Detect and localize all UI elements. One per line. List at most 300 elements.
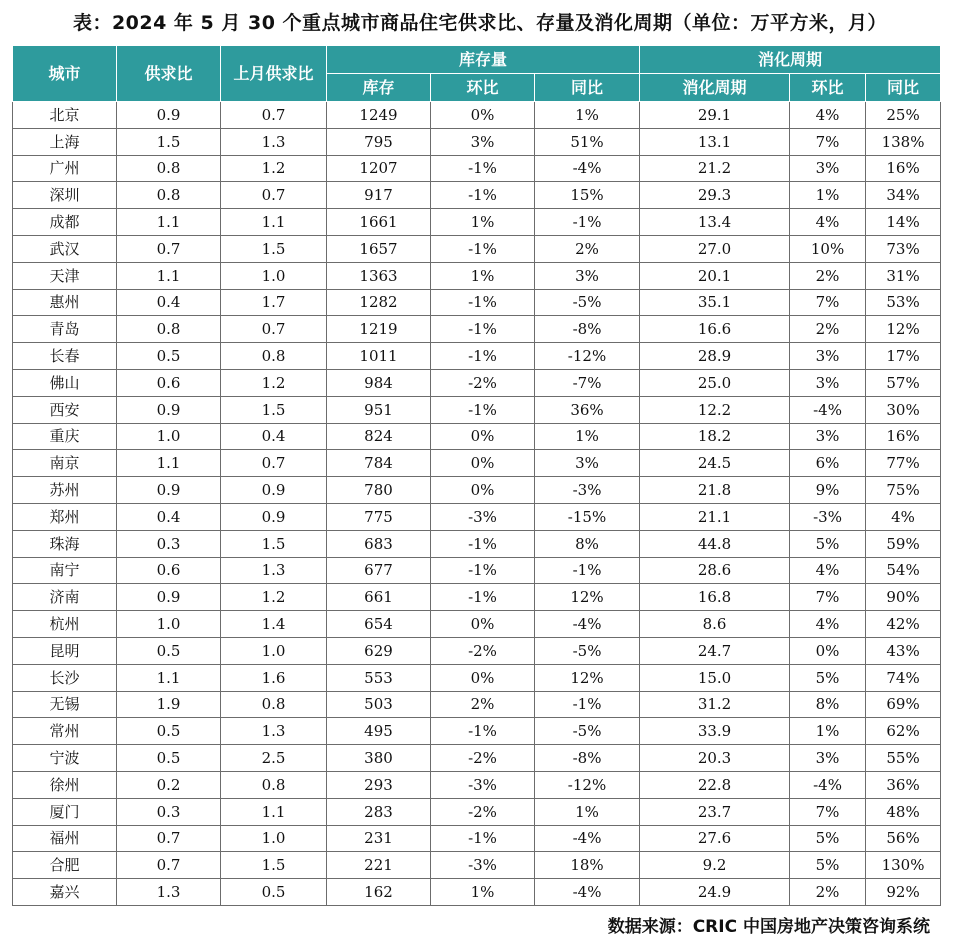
table-row bbox=[13, 128, 941, 155]
cell-cycle-yoy: 69% bbox=[866, 691, 941, 718]
cell-inventory-mom: -3% bbox=[431, 852, 535, 879]
cell-city: 重庆 bbox=[13, 423, 117, 450]
cell-supply-ratio: 1.5 bbox=[117, 128, 221, 155]
header-inventory-group: 库存量 bbox=[327, 46, 640, 74]
cell-supply-ratio: 0.5 bbox=[117, 343, 221, 370]
cell-inventory-mom: 0% bbox=[431, 477, 535, 504]
cell-cycle-mom: 7% bbox=[790, 289, 866, 316]
cell-cycle: 25.0 bbox=[640, 369, 790, 396]
cell-cycle-yoy: 59% bbox=[866, 530, 941, 557]
cell-inventory-mom: -1% bbox=[431, 825, 535, 852]
cell-cycle-yoy: 14% bbox=[866, 209, 941, 236]
cell-city: 武汉 bbox=[13, 235, 117, 262]
header-city: 城市 bbox=[13, 46, 117, 102]
table-row bbox=[13, 745, 941, 772]
cell-prev-supply-ratio: 2.5 bbox=[221, 745, 327, 772]
cell-cycle-yoy: 31% bbox=[866, 262, 941, 289]
cell-inventory: 629 bbox=[327, 637, 431, 664]
table-row bbox=[13, 718, 941, 745]
cell-city: 长沙 bbox=[13, 664, 117, 691]
cell-inventory-yoy: -4% bbox=[535, 155, 640, 182]
cell-city: 厦门 bbox=[13, 798, 117, 825]
table-row bbox=[13, 691, 941, 718]
cell-cycle: 21.8 bbox=[640, 477, 790, 504]
cell-cycle-yoy: 16% bbox=[866, 155, 941, 182]
cell-cycle-mom: 5% bbox=[790, 852, 866, 879]
cell-inventory-yoy: 3% bbox=[535, 450, 640, 477]
cell-cycle: 27.6 bbox=[640, 825, 790, 852]
cell-cycle-yoy: 34% bbox=[866, 182, 941, 209]
cell-cycle-yoy: 90% bbox=[866, 584, 941, 611]
cell-cycle: 21.2 bbox=[640, 155, 790, 182]
cell-inventory-mom: -2% bbox=[431, 745, 535, 772]
cell-inventory: 1249 bbox=[327, 102, 431, 129]
cell-prev-supply-ratio: 1.2 bbox=[221, 369, 327, 396]
cell-cycle-mom: -4% bbox=[790, 396, 866, 423]
table-row bbox=[13, 209, 941, 236]
cell-cycle: 13.4 bbox=[640, 209, 790, 236]
cell-cycle-mom: 8% bbox=[790, 691, 866, 718]
cell-inventory-yoy: 12% bbox=[535, 584, 640, 611]
source-note: 数据来源：CRIC 中国房地产决策咨询系统 bbox=[607, 917, 930, 937]
cell-city: 昆明 bbox=[13, 637, 117, 664]
cell-inventory: 677 bbox=[327, 557, 431, 584]
cell-inventory-mom: -1% bbox=[431, 182, 535, 209]
cell-inventory-mom: -1% bbox=[431, 316, 535, 343]
cell-supply-ratio: 0.2 bbox=[117, 771, 221, 798]
cell-inventory-yoy: 51% bbox=[535, 128, 640, 155]
cell-cycle: 24.9 bbox=[640, 879, 790, 906]
cell-cycle-mom: 5% bbox=[790, 664, 866, 691]
cell-inventory: 503 bbox=[327, 691, 431, 718]
cell-supply-ratio: 0.6 bbox=[117, 557, 221, 584]
cell-inventory: 824 bbox=[327, 423, 431, 450]
cell-prev-supply-ratio: 1.3 bbox=[221, 718, 327, 745]
cell-city: 长春 bbox=[13, 343, 117, 370]
table-row bbox=[13, 396, 941, 423]
cell-prev-supply-ratio: 0.7 bbox=[221, 182, 327, 209]
cell-city: 郑州 bbox=[13, 503, 117, 530]
cell-cycle-yoy: 77% bbox=[866, 450, 941, 477]
cell-cycle-mom: 7% bbox=[790, 128, 866, 155]
cell-inventory-yoy: -7% bbox=[535, 369, 640, 396]
cell-cycle-yoy: 138% bbox=[866, 128, 941, 155]
table-row bbox=[13, 664, 941, 691]
cell-inventory-yoy: -5% bbox=[535, 718, 640, 745]
cell-prev-supply-ratio: 0.7 bbox=[221, 450, 327, 477]
cell-inventory: 917 bbox=[327, 182, 431, 209]
cell-supply-ratio: 0.9 bbox=[117, 584, 221, 611]
cell-cycle-mom: 2% bbox=[790, 879, 866, 906]
table-row bbox=[13, 235, 941, 262]
cell-cycle: 31.2 bbox=[640, 691, 790, 718]
cell-supply-ratio: 1.0 bbox=[117, 423, 221, 450]
cell-city: 常州 bbox=[13, 718, 117, 745]
cell-inventory: 1207 bbox=[327, 155, 431, 182]
cell-cycle-yoy: 74% bbox=[866, 664, 941, 691]
table-row bbox=[13, 450, 941, 477]
cell-cycle-mom: 1% bbox=[790, 182, 866, 209]
cell-supply-ratio: 0.7 bbox=[117, 852, 221, 879]
cell-inventory-yoy: 1% bbox=[535, 423, 640, 450]
cell-prev-supply-ratio: 1.1 bbox=[221, 798, 327, 825]
cell-city: 济南 bbox=[13, 584, 117, 611]
cell-inventory: 495 bbox=[327, 718, 431, 745]
table-row bbox=[13, 102, 941, 129]
cell-inventory-yoy: -8% bbox=[535, 316, 640, 343]
cell-cycle-yoy: 62% bbox=[866, 718, 941, 745]
cell-city: 宁波 bbox=[13, 745, 117, 772]
cell-inventory-yoy: -15% bbox=[535, 503, 640, 530]
cell-inventory-yoy: -1% bbox=[535, 557, 640, 584]
cell-prev-supply-ratio: 1.3 bbox=[221, 128, 327, 155]
cell-cycle-mom: 3% bbox=[790, 343, 866, 370]
cell-cycle: 20.3 bbox=[640, 745, 790, 772]
cell-supply-ratio: 1.1 bbox=[117, 209, 221, 236]
cell-supply-ratio: 1.1 bbox=[117, 262, 221, 289]
cell-city: 南宁 bbox=[13, 557, 117, 584]
header-cycle: 消化周期 bbox=[640, 74, 790, 102]
cell-inventory-mom: -1% bbox=[431, 557, 535, 584]
cell-inventory-yoy: 2% bbox=[535, 235, 640, 262]
table-row bbox=[13, 316, 941, 343]
cell-inventory-yoy: 1% bbox=[535, 102, 640, 129]
cell-supply-ratio: 1.1 bbox=[117, 450, 221, 477]
cell-inventory-yoy: -1% bbox=[535, 209, 640, 236]
cell-supply-ratio: 0.9 bbox=[117, 396, 221, 423]
cell-inventory: 1363 bbox=[327, 262, 431, 289]
cell-prev-supply-ratio: 0.7 bbox=[221, 316, 327, 343]
cell-supply-ratio: 0.8 bbox=[117, 155, 221, 182]
cell-prev-supply-ratio: 0.7 bbox=[221, 102, 327, 129]
table-row bbox=[13, 798, 941, 825]
cell-cycle-yoy: 92% bbox=[866, 879, 941, 906]
cell-city: 上海 bbox=[13, 128, 117, 155]
cell-supply-ratio: 0.3 bbox=[117, 798, 221, 825]
cell-inventory: 231 bbox=[327, 825, 431, 852]
table-row bbox=[13, 155, 941, 182]
cell-city: 嘉兴 bbox=[13, 879, 117, 906]
cell-inventory-yoy: -8% bbox=[535, 745, 640, 772]
cell-inventory-yoy: -5% bbox=[535, 637, 640, 664]
cell-inventory: 795 bbox=[327, 128, 431, 155]
cell-inventory: 1657 bbox=[327, 235, 431, 262]
cell-inventory-mom: -1% bbox=[431, 530, 535, 557]
cell-inventory-mom: -2% bbox=[431, 637, 535, 664]
cell-inventory: 293 bbox=[327, 771, 431, 798]
cell-cycle-yoy: 30% bbox=[866, 396, 941, 423]
cell-cycle-yoy: 75% bbox=[866, 477, 941, 504]
header-inventory-mom: 环比 bbox=[431, 74, 535, 102]
cell-inventory: 553 bbox=[327, 664, 431, 691]
cell-prev-supply-ratio: 1.5 bbox=[221, 852, 327, 879]
cell-inventory-mom: -1% bbox=[431, 343, 535, 370]
cell-cycle-yoy: 4% bbox=[866, 503, 941, 530]
cell-cycle-mom: 5% bbox=[790, 825, 866, 852]
cell-city: 北京 bbox=[13, 102, 117, 129]
cell-cycle-mom: 4% bbox=[790, 557, 866, 584]
cell-supply-ratio: 0.7 bbox=[117, 825, 221, 852]
header-prev-supply-ratio: 上月供求比 bbox=[221, 46, 327, 102]
cell-prev-supply-ratio: 0.9 bbox=[221, 477, 327, 504]
cell-prev-supply-ratio: 1.5 bbox=[221, 530, 327, 557]
cell-prev-supply-ratio: 0.4 bbox=[221, 423, 327, 450]
cell-cycle-mom: 3% bbox=[790, 423, 866, 450]
cell-cycle-mom: 7% bbox=[790, 584, 866, 611]
cell-inventory: 661 bbox=[327, 584, 431, 611]
cell-supply-ratio: 0.4 bbox=[117, 289, 221, 316]
cell-cycle: 28.9 bbox=[640, 343, 790, 370]
cell-cycle-yoy: 56% bbox=[866, 825, 941, 852]
cell-inventory: 780 bbox=[327, 477, 431, 504]
cell-city: 杭州 bbox=[13, 611, 117, 638]
cell-cycle-yoy: 43% bbox=[866, 637, 941, 664]
cell-inventory-mom: 0% bbox=[431, 611, 535, 638]
cell-prev-supply-ratio: 1.0 bbox=[221, 637, 327, 664]
cell-prev-supply-ratio: 0.9 bbox=[221, 503, 327, 530]
cell-inventory: 283 bbox=[327, 798, 431, 825]
table-body bbox=[13, 102, 941, 906]
cell-prev-supply-ratio: 1.5 bbox=[221, 235, 327, 262]
header-inventory-yoy: 同比 bbox=[535, 74, 640, 102]
cell-cycle-mom: 3% bbox=[790, 369, 866, 396]
cell-cycle-yoy: 130% bbox=[866, 852, 941, 879]
cell-inventory-mom: -3% bbox=[431, 503, 535, 530]
cell-prev-supply-ratio: 0.5 bbox=[221, 879, 327, 906]
cell-inventory-yoy: 15% bbox=[535, 182, 640, 209]
cell-cycle: 27.0 bbox=[640, 235, 790, 262]
cell-inventory-mom: -1% bbox=[431, 235, 535, 262]
cell-supply-ratio: 1.1 bbox=[117, 664, 221, 691]
cell-inventory: 775 bbox=[327, 503, 431, 530]
table-row bbox=[13, 343, 941, 370]
cell-cycle-mom: 1% bbox=[790, 718, 866, 745]
cell-inventory: 984 bbox=[327, 369, 431, 396]
cell-inventory-mom: -1% bbox=[431, 289, 535, 316]
cell-inventory: 683 bbox=[327, 530, 431, 557]
cell-supply-ratio: 1.3 bbox=[117, 879, 221, 906]
cell-cycle-mom: 2% bbox=[790, 316, 866, 343]
cell-cycle-yoy: 16% bbox=[866, 423, 941, 450]
cell-cycle: 16.6 bbox=[640, 316, 790, 343]
cell-supply-ratio: 0.8 bbox=[117, 316, 221, 343]
cell-inventory-mom: -2% bbox=[431, 798, 535, 825]
cell-inventory-yoy: 18% bbox=[535, 852, 640, 879]
cell-cycle-mom: 7% bbox=[790, 798, 866, 825]
cell-prev-supply-ratio: 1.4 bbox=[221, 611, 327, 638]
cell-inventory-yoy: -1% bbox=[535, 691, 640, 718]
cell-inventory-yoy: -12% bbox=[535, 771, 640, 798]
cell-inventory-yoy: -4% bbox=[535, 611, 640, 638]
cell-inventory-yoy: 1% bbox=[535, 798, 640, 825]
cell-supply-ratio: 1.9 bbox=[117, 691, 221, 718]
cell-cycle: 44.8 bbox=[640, 530, 790, 557]
cell-cycle-yoy: 55% bbox=[866, 745, 941, 772]
cell-cycle: 12.2 bbox=[640, 396, 790, 423]
cell-supply-ratio: 0.9 bbox=[117, 477, 221, 504]
cell-cycle-mom: 5% bbox=[790, 530, 866, 557]
cell-inventory-mom: -1% bbox=[431, 718, 535, 745]
cell-prev-supply-ratio: 1.7 bbox=[221, 289, 327, 316]
cell-supply-ratio: 0.4 bbox=[117, 503, 221, 530]
cell-cycle: 29.1 bbox=[640, 102, 790, 129]
header-cycle-yoy: 同比 bbox=[866, 74, 941, 102]
cell-cycle: 24.7 bbox=[640, 637, 790, 664]
cell-cycle-yoy: 17% bbox=[866, 343, 941, 370]
cell-cycle-mom: 4% bbox=[790, 611, 866, 638]
table-row bbox=[13, 503, 941, 530]
table-row bbox=[13, 530, 941, 557]
cell-inventory-mom: 0% bbox=[431, 102, 535, 129]
cell-cycle: 33.9 bbox=[640, 718, 790, 745]
cell-inventory: 1661 bbox=[327, 209, 431, 236]
cell-cycle-mom: 9% bbox=[790, 477, 866, 504]
cell-city: 徐州 bbox=[13, 771, 117, 798]
table-row bbox=[13, 477, 941, 504]
cell-inventory: 951 bbox=[327, 396, 431, 423]
cell-supply-ratio: 0.8 bbox=[117, 182, 221, 209]
cell-inventory-mom: 1% bbox=[431, 262, 535, 289]
cell-inventory: 784 bbox=[327, 450, 431, 477]
cell-cycle: 20.1 bbox=[640, 262, 790, 289]
cell-inventory-yoy: 36% bbox=[535, 396, 640, 423]
cell-cycle-mom: 3% bbox=[790, 745, 866, 772]
cell-cycle: 18.2 bbox=[640, 423, 790, 450]
cell-cycle: 13.1 bbox=[640, 128, 790, 155]
cell-prev-supply-ratio: 1.6 bbox=[221, 664, 327, 691]
cell-city: 珠海 bbox=[13, 530, 117, 557]
table-row bbox=[13, 289, 941, 316]
cell-inventory: 1282 bbox=[327, 289, 431, 316]
cell-supply-ratio: 0.5 bbox=[117, 745, 221, 772]
cell-cycle-mom: -4% bbox=[790, 771, 866, 798]
cell-inventory: 654 bbox=[327, 611, 431, 638]
cell-prev-supply-ratio: 1.2 bbox=[221, 155, 327, 182]
cell-inventory-mom: 2% bbox=[431, 691, 535, 718]
data-table bbox=[12, 45, 941, 906]
cell-city: 天津 bbox=[13, 262, 117, 289]
cell-city: 佛山 bbox=[13, 369, 117, 396]
cell-cycle-yoy: 36% bbox=[866, 771, 941, 798]
cell-inventory-mom: -3% bbox=[431, 771, 535, 798]
cell-cycle: 22.8 bbox=[640, 771, 790, 798]
cell-prev-supply-ratio: 1.1 bbox=[221, 209, 327, 236]
cell-inventory-mom: 0% bbox=[431, 450, 535, 477]
cell-supply-ratio: 0.9 bbox=[117, 102, 221, 129]
cell-supply-ratio: 0.3 bbox=[117, 530, 221, 557]
header-cycle-mom: 环比 bbox=[790, 74, 866, 102]
cell-prev-supply-ratio: 0.8 bbox=[221, 343, 327, 370]
cell-cycle-yoy: 48% bbox=[866, 798, 941, 825]
cell-inventory-mom: -1% bbox=[431, 584, 535, 611]
table-row bbox=[13, 611, 941, 638]
cell-inventory: 1219 bbox=[327, 316, 431, 343]
cell-inventory: 221 bbox=[327, 852, 431, 879]
cell-supply-ratio: 1.0 bbox=[117, 611, 221, 638]
cell-city: 青岛 bbox=[13, 316, 117, 343]
cell-cycle: 21.1 bbox=[640, 503, 790, 530]
cell-inventory-yoy: 8% bbox=[535, 530, 640, 557]
cell-supply-ratio: 0.6 bbox=[117, 369, 221, 396]
table-row bbox=[13, 182, 941, 209]
cell-inventory-mom: -1% bbox=[431, 396, 535, 423]
cell-cycle-yoy: 73% bbox=[866, 235, 941, 262]
cell-city: 苏州 bbox=[13, 477, 117, 504]
cell-inventory: 162 bbox=[327, 879, 431, 906]
cell-cycle: 23.7 bbox=[640, 798, 790, 825]
cell-city: 成都 bbox=[13, 209, 117, 236]
header-cycle-group: 消化周期 bbox=[640, 46, 941, 74]
cell-inventory-mom: 0% bbox=[431, 664, 535, 691]
table-title: 表：2024 年 5 月 30 个重点城市商品住宅供求比、存量及消化周期（单位：万平方米，月） bbox=[72, 12, 888, 34]
cell-cycle-yoy: 54% bbox=[866, 557, 941, 584]
cell-city: 广州 bbox=[13, 155, 117, 182]
cell-cycle: 35.1 bbox=[640, 289, 790, 316]
cell-cycle: 29.3 bbox=[640, 182, 790, 209]
cell-inventory-mom: -1% bbox=[431, 155, 535, 182]
cell-inventory-yoy: -12% bbox=[535, 343, 640, 370]
cell-cycle: 8.6 bbox=[640, 611, 790, 638]
cell-cycle: 16.8 bbox=[640, 584, 790, 611]
table-row bbox=[13, 369, 941, 396]
cell-inventory-mom: 3% bbox=[431, 128, 535, 155]
cell-supply-ratio: 0.5 bbox=[117, 718, 221, 745]
cell-inventory: 380 bbox=[327, 745, 431, 772]
cell-cycle-yoy: 12% bbox=[866, 316, 941, 343]
cell-inventory-yoy: 12% bbox=[535, 664, 640, 691]
cell-inventory: 1011 bbox=[327, 343, 431, 370]
table-row bbox=[13, 584, 941, 611]
cell-cycle-mom: -3% bbox=[790, 503, 866, 530]
cell-cycle-mom: 10% bbox=[790, 235, 866, 262]
cell-inventory-yoy: -3% bbox=[535, 477, 640, 504]
cell-cycle-mom: 0% bbox=[790, 637, 866, 664]
cell-prev-supply-ratio: 1.2 bbox=[221, 584, 327, 611]
cell-prev-supply-ratio: 1.3 bbox=[221, 557, 327, 584]
table-row bbox=[13, 423, 941, 450]
table-row bbox=[13, 557, 941, 584]
table-row bbox=[13, 637, 941, 664]
cell-inventory-yoy: 3% bbox=[535, 262, 640, 289]
cell-cycle: 9.2 bbox=[640, 852, 790, 879]
cell-cycle-yoy: 57% bbox=[866, 369, 941, 396]
cell-prev-supply-ratio: 1.0 bbox=[221, 262, 327, 289]
cell-prev-supply-ratio: 0.8 bbox=[221, 691, 327, 718]
cell-supply-ratio: 0.7 bbox=[117, 235, 221, 262]
cell-city: 福州 bbox=[13, 825, 117, 852]
cell-prev-supply-ratio: 0.8 bbox=[221, 771, 327, 798]
cell-city: 深圳 bbox=[13, 182, 117, 209]
cell-inventory-mom: 1% bbox=[431, 879, 535, 906]
cell-inventory-yoy: -5% bbox=[535, 289, 640, 316]
cell-city: 南京 bbox=[13, 450, 117, 477]
table-row bbox=[13, 852, 941, 879]
table-row bbox=[13, 825, 941, 852]
cell-cycle-mom: 4% bbox=[790, 209, 866, 236]
cell-cycle-yoy: 53% bbox=[866, 289, 941, 316]
cell-inventory-mom: 0% bbox=[431, 423, 535, 450]
cell-cycle-mom: 3% bbox=[790, 155, 866, 182]
cell-supply-ratio: 0.5 bbox=[117, 637, 221, 664]
cell-prev-supply-ratio: 1.0 bbox=[221, 825, 327, 852]
header-supply-ratio: 供求比 bbox=[117, 46, 221, 102]
cell-prev-supply-ratio: 1.5 bbox=[221, 396, 327, 423]
cell-inventory-yoy: -4% bbox=[535, 879, 640, 906]
cell-cycle: 24.5 bbox=[640, 450, 790, 477]
cell-cycle-mom: 6% bbox=[790, 450, 866, 477]
cell-inventory-mom: -2% bbox=[431, 369, 535, 396]
cell-inventory-mom: 1% bbox=[431, 209, 535, 236]
